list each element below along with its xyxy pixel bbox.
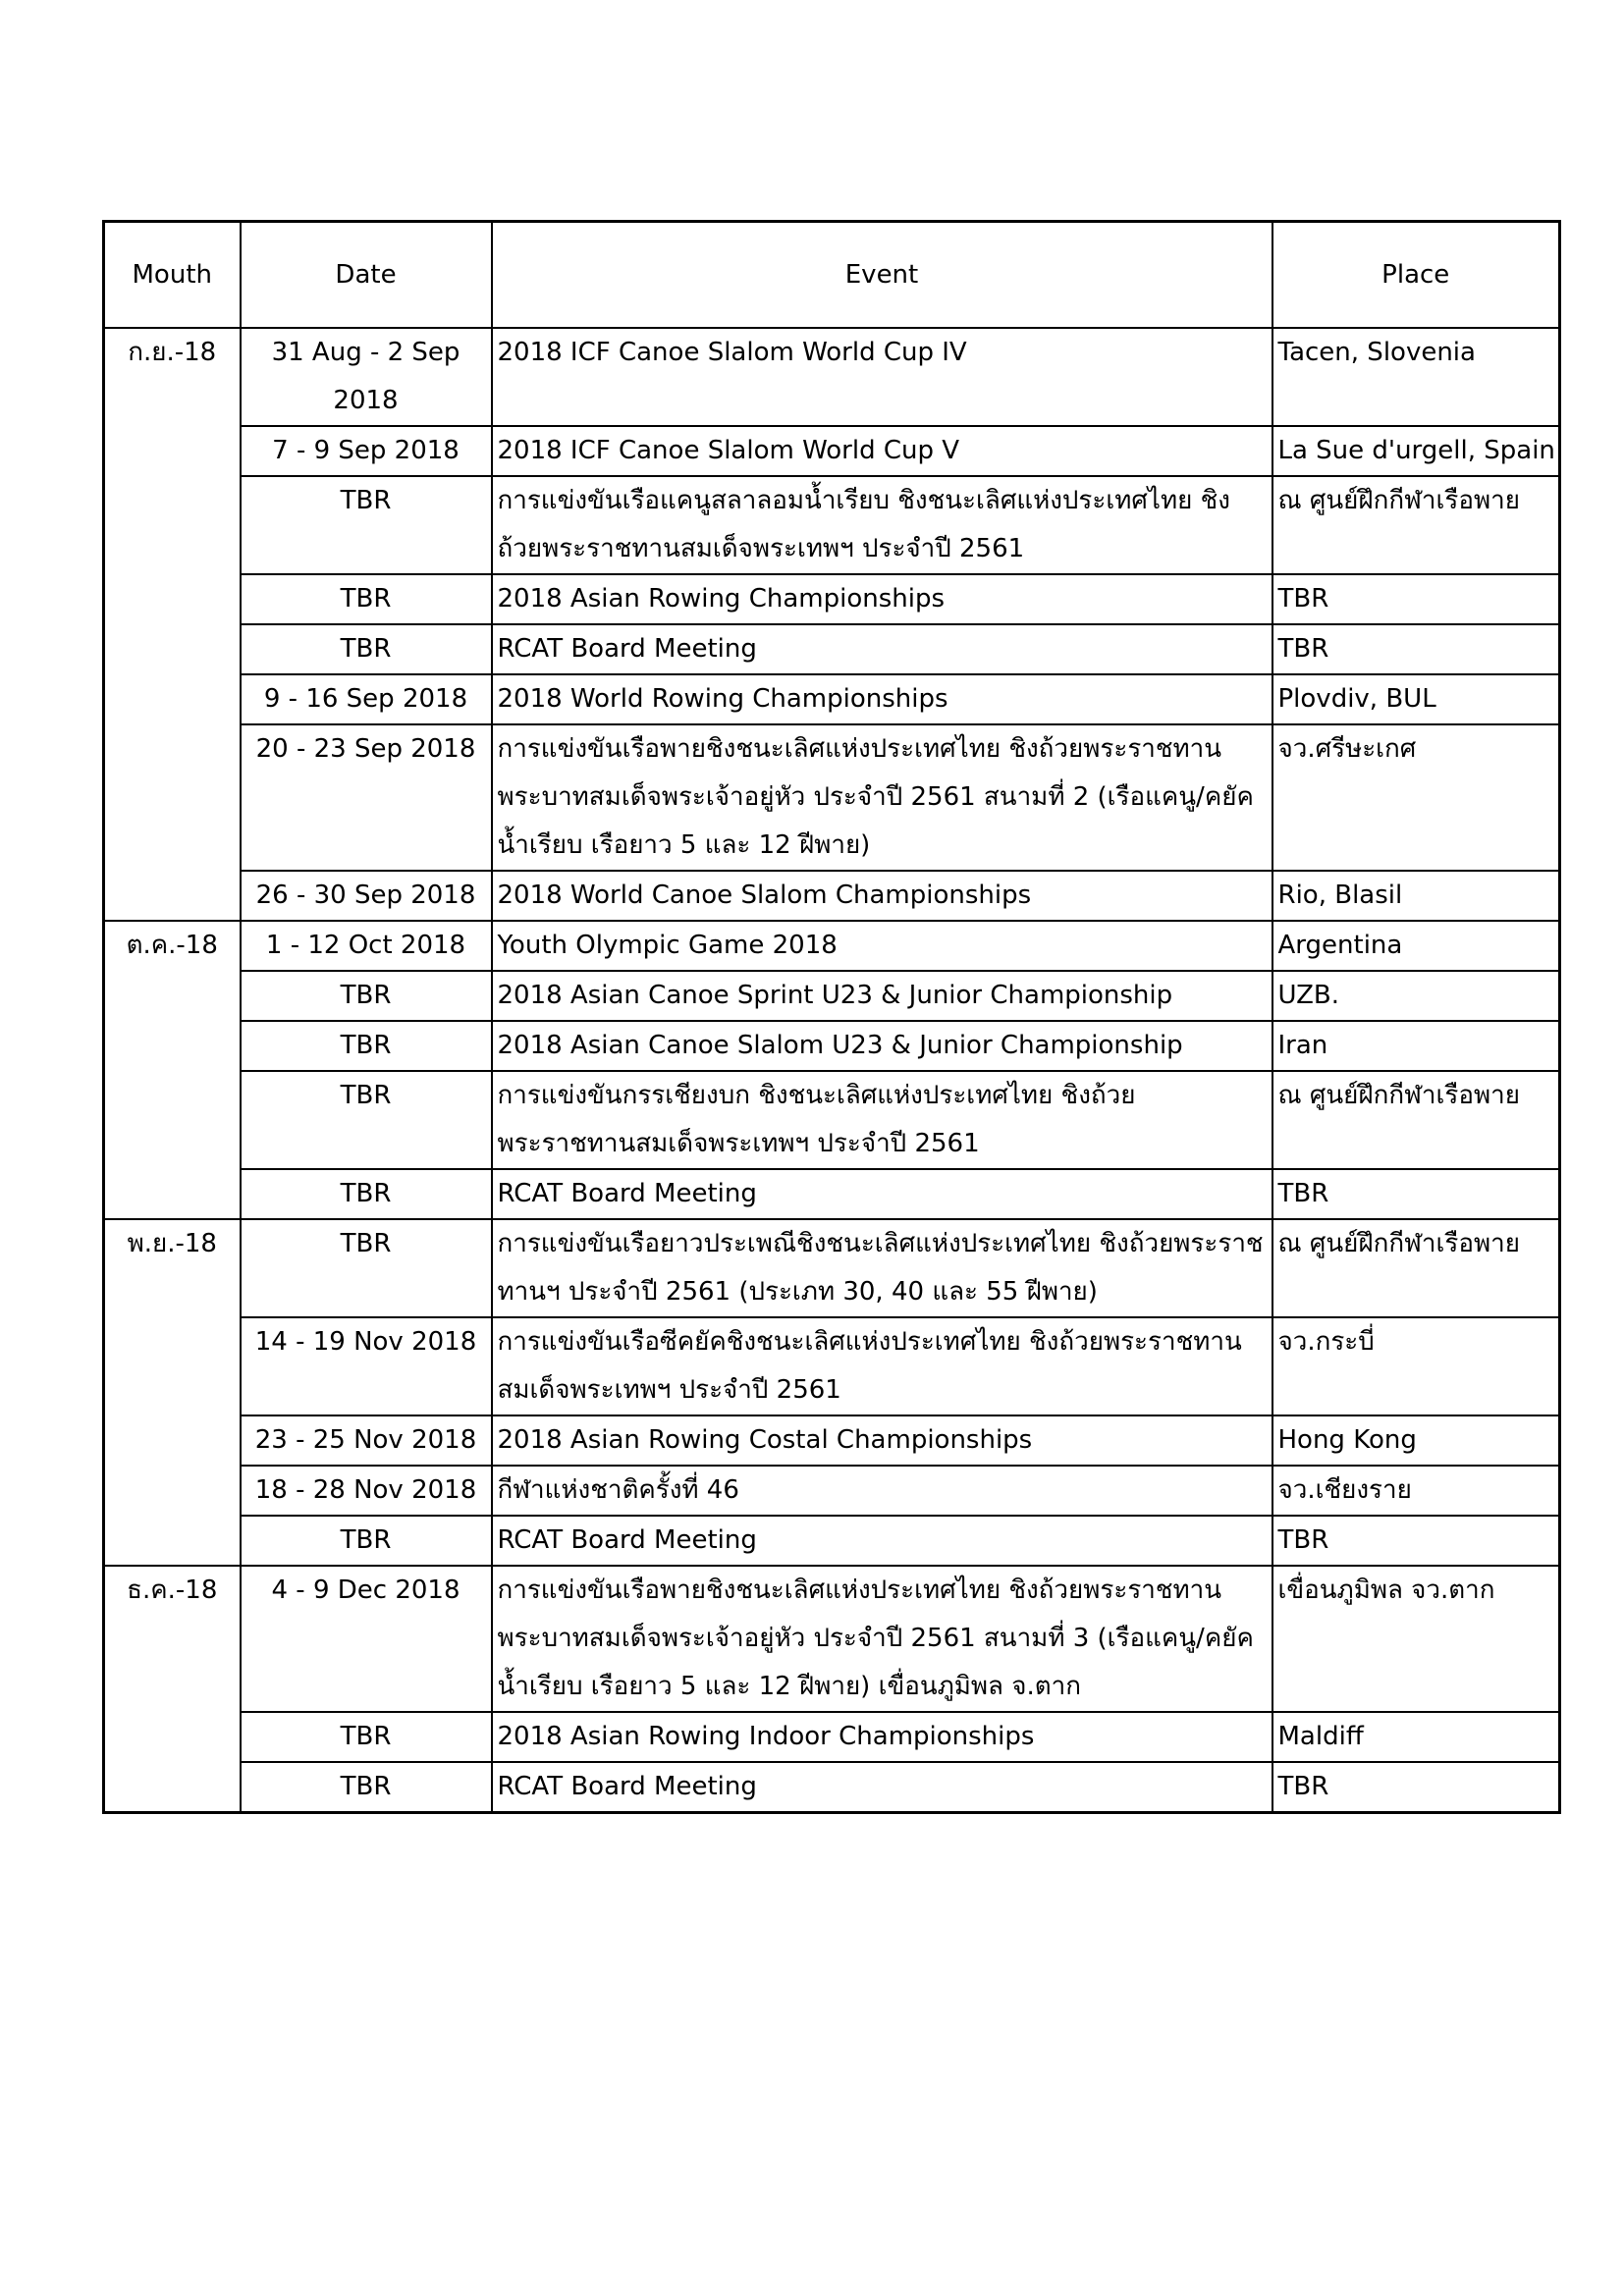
event-cell: Youth Olympic Game 2018 [492, 921, 1272, 971]
table-row [104, 624, 1560, 674]
place-cell: Plovdiv, BUL [1272, 674, 1560, 724]
schedule-table [102, 220, 1561, 1814]
place-cell: Iran [1272, 1021, 1560, 1071]
table-row [104, 1516, 1560, 1566]
date-cell: TBR [241, 1021, 492, 1071]
header-date: Date [241, 222, 492, 329]
date-cell: 9 - 16 Sep 2018 [241, 674, 492, 724]
event-cell: การแข่งขันเรือซีคยัคชิงชนะเลิศแห่งประเทศไทย ชิงถ้วยพระราชทานสมเด็จพระเทพฯ ประจำปี 2561 [492, 1317, 1272, 1415]
date-cell: 7 - 9 Sep 2018 [241, 426, 492, 476]
event-cell: RCAT Board Meeting [492, 1762, 1272, 1813]
schedule-body [104, 328, 1560, 1813]
event-cell: 2018 Asian Rowing Championships [492, 574, 1272, 624]
date-cell: 31 Aug - 2 Sep 2018 [241, 328, 492, 426]
date-cell: 23 - 25 Nov 2018 [241, 1415, 492, 1466]
event-cell: 2018 Asian Canoe Sprint U23 & Junior Championship [492, 971, 1272, 1021]
header-place: Place [1272, 222, 1560, 329]
date-cell: 20 - 23 Sep 2018 [241, 724, 492, 871]
event-cell: การแข่งขันเรือแคนูสลาลอมน้ำเรียบ ชิงชนะเลิศแห่งประเทศไทย ชิงถ้วยพระราชทานสมเด็จพระเทพฯ ประจำปี 2561 [492, 476, 1272, 574]
table-row [104, 1317, 1560, 1415]
event-cell: 2018 ICF Canoe Slalom World Cup V [492, 426, 1272, 476]
place-cell: TBR [1272, 624, 1560, 674]
header-month: Mouth [104, 222, 241, 329]
table-row [104, 1566, 1560, 1712]
table-row [104, 1169, 1560, 1219]
event-cell: การแข่งขันเรือยาวประเพณีชิงชนะเลิศแห่งประเทศไทย ชิงถ้วยพระราชทานฯ ประจำปี 2561 (ประเภท 30, 40 และ 55 ฝีพาย) [492, 1219, 1272, 1317]
table-row [104, 674, 1560, 724]
place-cell: ณ ศูนย์ฝึกกีฬาเรือพาย [1272, 1219, 1560, 1317]
event-cell: 2018 World Rowing Championships [492, 674, 1272, 724]
event-cell: การแข่งขันเรือพายชิงชนะเลิศแห่งประเทศไทย ชิงถ้วยพระราชทานพระบาทสมเด็จพระเจ้าอยู่หัว ประจำปี 2561 สนามที่ 3 (เรือแคนู/คยัคน้ำเรียบ เรือยาว 5 และ 12 ฝีพาย) เขื่อนภูมิพล จ.ตาก [492, 1566, 1272, 1712]
event-cell: 2018 ICF Canoe Slalom World Cup IV [492, 328, 1272, 426]
date-cell: 4 - 9 Dec 2018 [241, 1566, 492, 1712]
place-cell: Maldiff [1272, 1712, 1560, 1762]
date-cell: TBR [241, 1219, 492, 1317]
table-row [104, 921, 1560, 971]
place-cell: Argentina [1272, 921, 1560, 971]
place-cell: TBR [1272, 1169, 1560, 1219]
place-cell: เขื่อนภูมิพล จว.ตาก [1272, 1566, 1560, 1712]
place-cell: TBR [1272, 1762, 1560, 1813]
month-cell: พ.ย.-18 [104, 1219, 241, 1566]
table-row [104, 328, 1560, 426]
place-cell: ณ ศูนย์ฝึกกีฬาเรือพาย [1272, 1071, 1560, 1169]
table-row [104, 476, 1560, 574]
month-cell: ต.ค.-18 [104, 921, 241, 1219]
month-cell: ก.ย.-18 [104, 328, 241, 921]
header-event: Event [492, 222, 1272, 329]
place-cell: จว.เชียงราย [1272, 1466, 1560, 1516]
table-row [104, 574, 1560, 624]
table-row [104, 1415, 1560, 1466]
table-row [104, 971, 1560, 1021]
date-cell: TBR [241, 1169, 492, 1219]
place-cell: TBR [1272, 574, 1560, 624]
date-cell: TBR [241, 624, 492, 674]
date-cell: TBR [241, 1762, 492, 1813]
event-cell: 2018 Asian Rowing Costal Championships [492, 1415, 1272, 1466]
place-cell: UZB. [1272, 971, 1560, 1021]
table-row [104, 1071, 1560, 1169]
table-row [104, 1712, 1560, 1762]
event-cell: RCAT Board Meeting [492, 1516, 1272, 1566]
table-row [104, 871, 1560, 921]
table-row [104, 1466, 1560, 1516]
date-cell: TBR [241, 1071, 492, 1169]
date-cell: TBR [241, 574, 492, 624]
place-cell: จว.กระบี่ [1272, 1317, 1560, 1415]
table-row [104, 724, 1560, 871]
table-row [104, 426, 1560, 476]
place-cell: La Sue d'urgell, Spain [1272, 426, 1560, 476]
event-cell: 2018 World Canoe Slalom Championships [492, 871, 1272, 921]
event-cell: การแข่งขันเรือพายชิงชนะเลิศแห่งประเทศไทย ชิงถ้วยพระราชทานพระบาทสมเด็จพระเจ้าอยู่หัว ประจำปี 2561 สนามที่ 2 (เรือแคนู/คยัคน้ำเรียบ เรือยาว 5 และ 12 ฝีพาย) [492, 724, 1272, 871]
date-cell: TBR [241, 971, 492, 1021]
date-cell: TBR [241, 1712, 492, 1762]
event-cell: RCAT Board Meeting [492, 624, 1272, 674]
table-row [104, 1762, 1560, 1813]
date-cell: 26 - 30 Sep 2018 [241, 871, 492, 921]
event-cell: RCAT Board Meeting [492, 1169, 1272, 1219]
place-cell: ณ ศูนย์ฝึกกีฬาเรือพาย [1272, 476, 1560, 574]
date-cell: 18 - 28 Nov 2018 [241, 1466, 492, 1516]
event-cell: 2018 Asian Canoe Slalom U23 & Junior Championship [492, 1021, 1272, 1071]
date-cell: 14 - 19 Nov 2018 [241, 1317, 492, 1415]
event-cell: 2018 Asian Rowing Indoor Championships [492, 1712, 1272, 1762]
date-cell: TBR [241, 476, 492, 574]
place-cell: Hong Kong [1272, 1415, 1560, 1466]
month-cell: ธ.ค.-18 [104, 1566, 241, 1813]
date-cell: TBR [241, 1516, 492, 1566]
table-row [104, 1219, 1560, 1317]
place-cell: Rio, Blasil [1272, 871, 1560, 921]
place-cell: TBR [1272, 1516, 1560, 1566]
date-cell: 1 - 12 Oct 2018 [241, 921, 492, 971]
header-row [104, 222, 1560, 329]
place-cell: จว.ศรีษะเกศ [1272, 724, 1560, 871]
table-row [104, 1021, 1560, 1071]
event-cell: กีฬาแห่งชาติครั้งที่ 46 [492, 1466, 1272, 1516]
event-cell: การแข่งขันกรรเชียงบก ชิงชนะเลิศแห่งประเทศไทย ชิงถ้วยพระราชทานสมเด็จพระเทพฯ ประจำปี 2561 [492, 1071, 1272, 1169]
place-cell: Tacen, Slovenia [1272, 328, 1560, 426]
